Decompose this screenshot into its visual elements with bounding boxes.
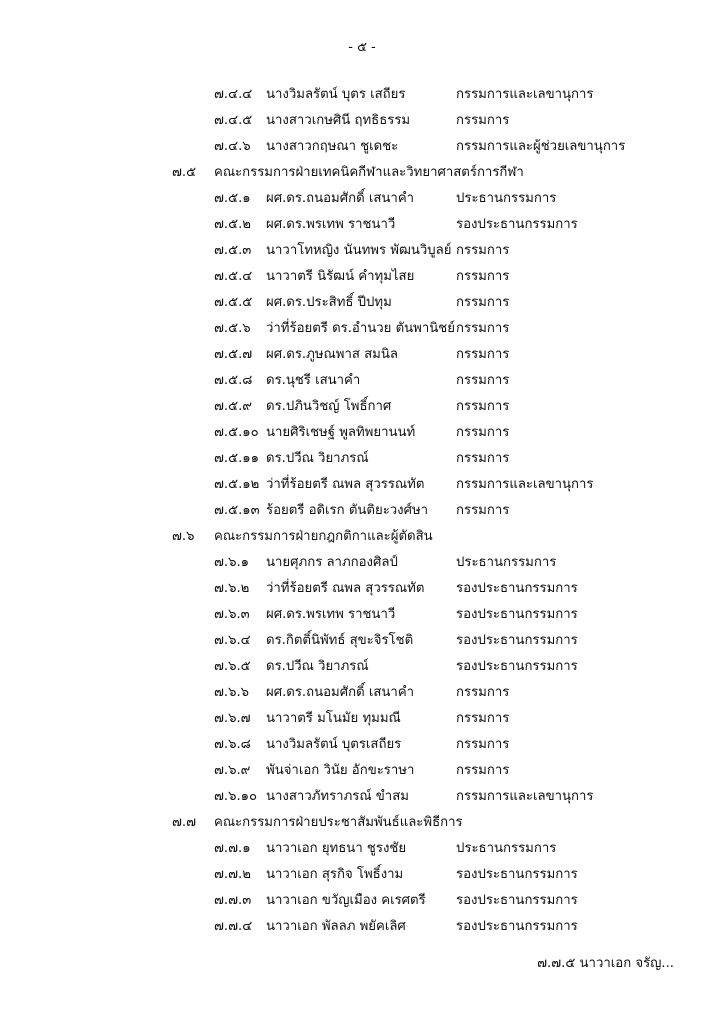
member-number: ๗.๖.๗ xyxy=(214,711,251,726)
member-number: ๗.๖.๑๐ xyxy=(214,789,258,804)
member-name: ผศ.ดร.ถนอมศักดิ์ เสนาคำ xyxy=(266,685,415,700)
member-name: นางสาวกฤษณา ชูเดชะ xyxy=(266,139,399,154)
member-name: นาวาเอก สุรกิจ โพธิ์งาม xyxy=(266,867,404,882)
member-number: ๗.๕.๒ xyxy=(214,217,251,232)
member-role: กรรมการ xyxy=(456,399,510,414)
member-number: ๗.๗.๔ xyxy=(214,919,253,934)
member-number: ๗.๕.๑๓ xyxy=(214,503,260,518)
member-name: นางสาวภัทราภรณ์ ขำสม xyxy=(266,789,409,804)
member-name: ดร.กิตติ์นิพัทธ์ สุขะจิรโชติ xyxy=(266,633,414,648)
member-name: นายศุภกร ลาภกองศิลป์ xyxy=(266,555,398,570)
member-number: ๗.๕.๑๐ xyxy=(214,425,259,440)
member-role: กรรมการและเลขานุการ xyxy=(456,87,594,102)
member-number: ๗.๖.๖ xyxy=(214,685,250,700)
member-number: ๗.๕.๗ xyxy=(214,347,253,362)
member-role: รองประธานกรรมการ xyxy=(456,659,578,674)
member-name: นาวาเอก ยุทธนา ชูรงชัย xyxy=(266,841,407,856)
member-name: ดร.ปวีณ วิยาภรณ์ xyxy=(266,451,369,466)
member-name: ผศ.ดร.พรเทพ ราชนาวี xyxy=(266,217,396,232)
member-number: ๗.๖.๘ xyxy=(214,737,251,752)
member-name: ว่าที่ร้อยตรี ณพล สุวรรณทัต xyxy=(266,581,425,596)
member-role: ประธานกรรมการ xyxy=(456,555,557,570)
member-name: ผศ.ดร.ถนอมศักดิ์ เสนาคำ xyxy=(266,191,415,206)
member-number: ๗.๖.๑ xyxy=(214,555,250,570)
member-role: รองประธานกรรมการ xyxy=(456,217,578,232)
member-role: กรรมการ xyxy=(456,737,510,752)
member-number: ๗.๗.๒ xyxy=(214,867,251,882)
member-name: นาวาตรี มโนมัย ทุมมณี xyxy=(266,711,401,726)
member-role: กรรมการ xyxy=(456,321,510,336)
member-name: ว่าที่ร้อยตรี ดร.อำนวย ตันพานิชย์ xyxy=(266,321,455,336)
member-number: ๗.๖.๒ xyxy=(214,581,250,596)
member-role: กรรมการ xyxy=(456,347,510,362)
member-role: กรรมการ xyxy=(456,295,510,310)
member-role: รองประธานกรรมการ xyxy=(456,633,578,648)
section-title: คณะกรรมการฝ่ายกฎกติกาและผู้ตัดสิน xyxy=(214,529,433,544)
member-name: ผศ.ดร.ภูษณพาส สมนิล xyxy=(266,347,398,362)
member-number: ๗.๖.๓ xyxy=(214,607,250,622)
member-number: ๗.๗.๓ xyxy=(214,893,252,908)
member-number: ๗.๖.๔ xyxy=(214,633,251,648)
member-name: นาวาเอก ขวัญเมือง คเรศตรี xyxy=(266,893,426,908)
member-number: ๗.๕.๙ xyxy=(214,399,252,414)
member-role: รองประธานกรรมการ xyxy=(456,581,578,596)
member-name: พันจ่าเอก วินัย อักขะราษา xyxy=(266,763,415,778)
member-role: รองประธานกรรมการ xyxy=(456,919,578,934)
section-number: ๗.๕ xyxy=(172,165,197,180)
member-number: ๗.๕.๑๒ xyxy=(214,477,260,492)
member-role: รองประธานกรรมการ xyxy=(456,867,578,882)
member-number: ๗.๕.๖ xyxy=(214,321,251,336)
member-role: กรรมการ xyxy=(456,685,510,700)
member-name: ผศ.ดร.พรเทพ ราชนาวี xyxy=(266,607,396,622)
member-number: ๗.๔.๕ xyxy=(214,113,253,128)
member-number: ๗.๕.๓ xyxy=(214,243,252,258)
member-name: นางวิมลรัตน์ บุตรเสถียร xyxy=(266,737,402,752)
member-number: ๗.๕.๘ xyxy=(214,373,253,388)
member-number: ๗.๔.๔ xyxy=(214,87,253,102)
member-name: นาวาตรี นิรัฒน์ คำทุมไสย xyxy=(266,269,415,284)
section-title: คณะกรรมการฝ่ายเทคนิคกีฬาและวิทยาศาสตร์การกีฬา xyxy=(214,165,524,180)
member-name: นางวิมลรัตน์ บุตร เสถียร xyxy=(266,87,406,102)
member-name: ดร.นุชรี เสนาคำ xyxy=(266,373,361,388)
member-number: ๗.๕.๕ xyxy=(214,295,253,310)
member-role: รองประธานกรรมการ xyxy=(456,893,578,908)
continuation-note: ๗.๗.๕ นาวาเอก จรัญ... xyxy=(537,956,674,971)
member-role: กรรมการ xyxy=(456,711,510,726)
member-role: กรรมการ xyxy=(456,373,510,388)
member-name: ว่าที่ร้อยตรี ณพล สุวรรณทัต xyxy=(266,477,425,492)
member-role: กรรมการ xyxy=(456,269,510,284)
page-number: - ๕ - xyxy=(348,40,376,55)
member-role: รองประธานกรรมการ xyxy=(456,607,578,622)
member-number: ๗.๗.๑ xyxy=(214,841,251,856)
member-role: ประธานกรรมการ xyxy=(456,191,557,206)
section-number: ๗.๗ xyxy=(172,815,197,830)
member-role: ประธานกรรมการ xyxy=(456,841,557,856)
member-name: ดร.ปวีณ วิยาภรณ์ xyxy=(266,659,369,674)
member-number: ๗.๕.๑ xyxy=(214,191,251,206)
member-name: นาวาเอก พัลลภ พยัคเลิศ xyxy=(266,919,406,934)
member-name: ดร.ปภินวิชญ์ โพธิ์กาศ xyxy=(266,399,392,414)
member-number: ๗.๖.๕ xyxy=(214,659,251,674)
member-number: ๗.๔.๖ xyxy=(214,139,251,154)
section-number: ๗.๖ xyxy=(172,529,195,544)
member-role: กรรมการ xyxy=(456,763,510,778)
member-number: ๗.๕.๑๑ xyxy=(214,451,260,466)
member-role: กรรมการ xyxy=(456,451,510,466)
member-name: นางสาวเกษศินี ฤทธิธรรม xyxy=(266,113,411,128)
member-role: กรรมการ xyxy=(456,243,510,258)
member-name: ร้อยตรี อดิเรก ตันติยะวงศ์ษา xyxy=(266,503,429,518)
member-role: กรรมการและเลขานุการ xyxy=(456,477,594,492)
member-name: นายศิริเชษฐ์ พูลทิพยานนท์ xyxy=(266,425,416,440)
member-name: ผศ.ดร.ประสิทธิ์ ปีปทุม xyxy=(266,295,392,310)
member-number: ๗.๕.๔ xyxy=(214,269,253,284)
member-role: กรรมการ xyxy=(456,113,510,128)
member-number: ๗.๖.๙ xyxy=(214,763,251,778)
member-role: กรรมการและเลขานุการ xyxy=(456,789,594,804)
member-role: กรรมการ xyxy=(456,503,510,518)
section-title: คณะกรรมการฝ่ายประชาสัมพันธ์และพิธีการ xyxy=(214,815,463,830)
member-name: นาวาโทหญิง นันทพร พัฒนวิบูลย์ xyxy=(266,243,452,258)
member-role: กรรมการและผู้ช่วยเลขานุการ xyxy=(456,139,626,154)
member-role: กรรมการ xyxy=(456,425,510,440)
